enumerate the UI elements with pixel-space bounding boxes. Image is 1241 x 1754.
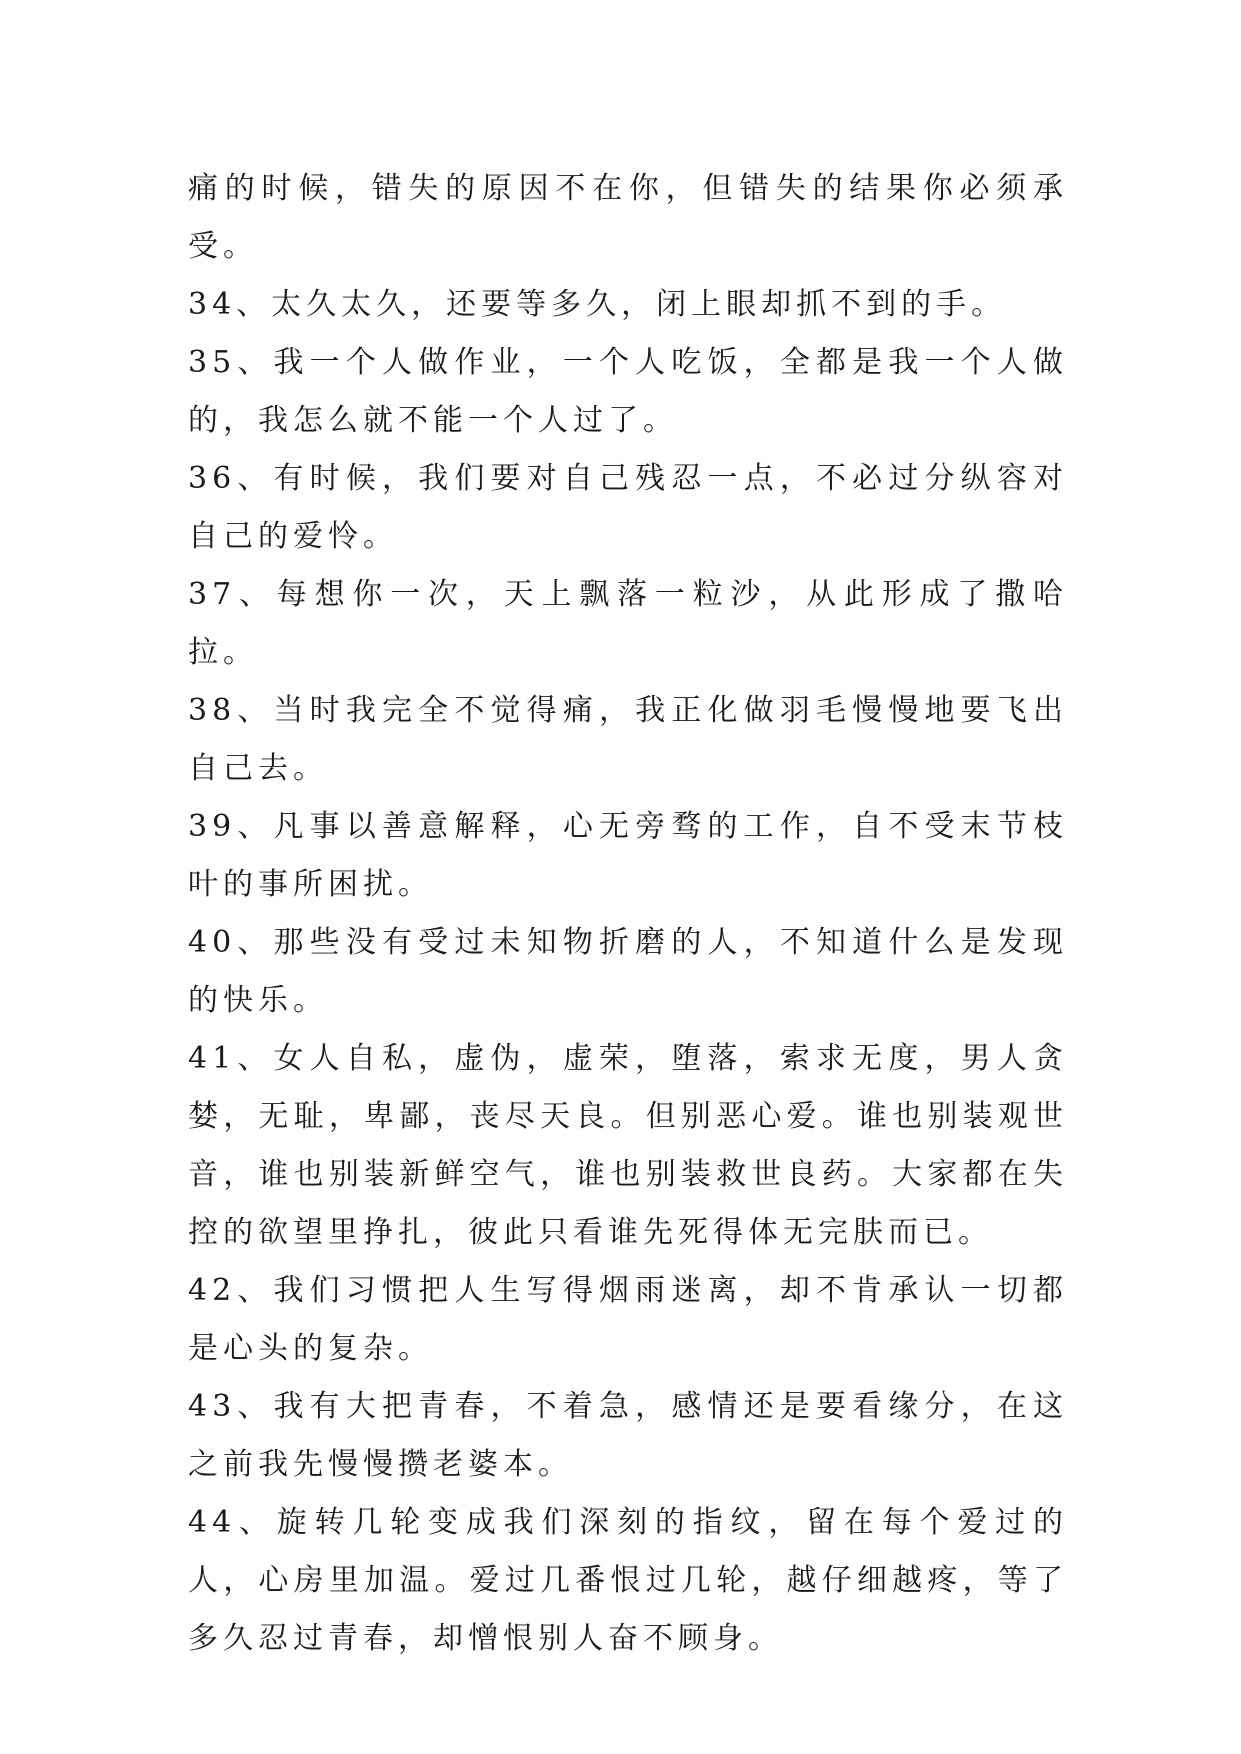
- paragraph-34: 34、太久太久，还要等多久，闭上眼却抓不到的手。: [188, 287, 1007, 322]
- paragraph-44: 44、旋转几轮变成我们深刻的指纹，留在每个爱过的人，心房里加温。爱过几番恨过几轮，越仔细越疼，等了多久忍过青春，却憎恨别人奋不顾身。: [188, 1505, 1068, 1656]
- paragraph-38: 38、当时我完全不觉得痛，我正化做羽毛慢慢地要飞出自己去。: [188, 693, 1068, 786]
- paragraph-continuation: 痛的时候，错失的原因不在你，但错失的结果你必须承受。: [188, 171, 1068, 264]
- paragraph-42: 42、我们习惯把人生写得烟雨迷离，却不肯承认一切都是心头的复杂。: [188, 1273, 1068, 1366]
- paragraph-40: 40、那些没有受过未知物折磨的人，不知道什么是发现的快乐。: [188, 925, 1068, 1018]
- paragraph-35: 35、我一个人做作业，一个人吃饭，全都是我一个人做的，我怎么就不能一个人过了。: [188, 345, 1068, 438]
- paragraph-43: 43、我有大把青春，不着急，感情还是要看缘分，在这之前我先慢慢攒老婆本。: [188, 1389, 1068, 1482]
- paragraph-36: 36、有时候，我们要对自己残忍一点，不必过分纵容对自己的爱怜。: [188, 461, 1068, 554]
- paragraph-41: 41、女人自私，虚伪，虚荣，堕落，索求无度，男人贪婪，无耻，卑鄙，丧尽天良。但别恶心爱。谁也别装观世音，谁也别装新鲜空气，谁也别装救世良药。大家都在失控的欲望里挣扎，彼此只看谁先死得体无完肤而已。: [188, 1041, 1068, 1250]
- document-body: [188, 160, 1068, 1668]
- paragraph-39: 39、凡事以善意解释，心无旁骛的工作，自不受末节枝叶的事所困扰。: [188, 809, 1068, 902]
- paragraph-37: 37、每想你一次，天上飘落一粒沙，从此形成了撒哈拉。: [188, 577, 1068, 670]
